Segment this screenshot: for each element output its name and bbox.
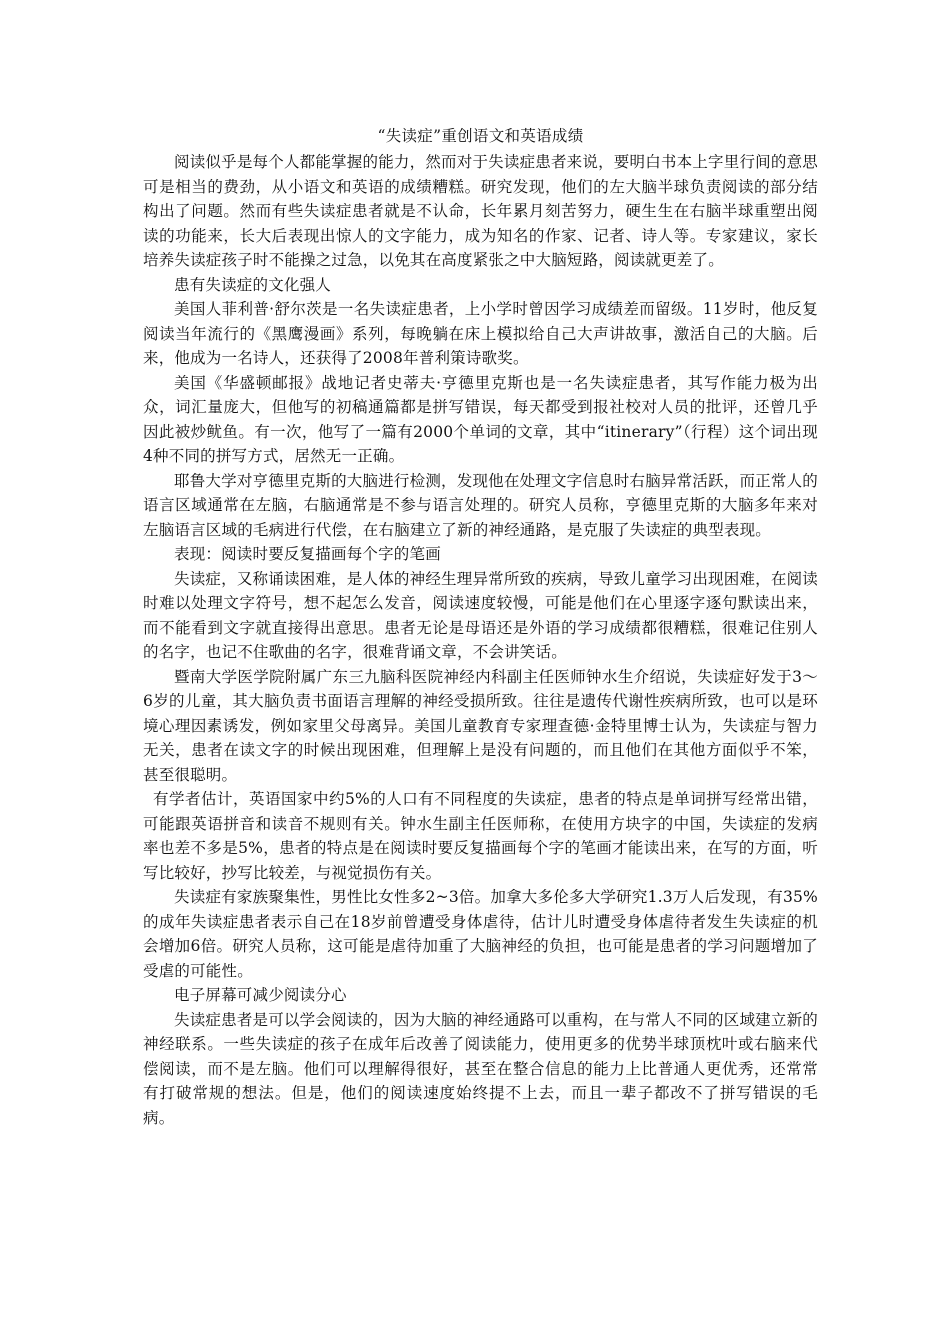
paragraph-definition: 失读症，又称诵读困难，是人体的神经生理异常所致的疾病，导致儿童学习出现困难，在阅读时难以处理文字符号，想不起怎么发音，阅读速度较慢，可能是他们在心里逐字逐句默读出来，而不能看到文字就直接得出意思。患者无论是母语还是外语的学习成绩都很糟糕，很难记住别人的名字，也记不住歌曲的名字，很难背诵文章，不会讲笑话。 — [143, 569, 818, 661]
paragraph-prevalence: 有学者估计，英语国家中约5%的人口有不同程度的失读症，患者的特点是单词拼写经常出错，可能跟英语拼音和读音不规则有关。钟水生副主任医师称，在使用方块字的中国，失读症的发病率也差不多是5%，患者的特点是在阅读时要反复描画每个字的笔画才能读出来，在写的方面，听写比较好，抄写比较差，与视觉损伤有关。 — [143, 790, 818, 882]
section-heading-cultural-figures: 患有失读症的文化强人 — [174, 275, 332, 294]
document-page — [143, 124, 818, 1130]
paragraph-intro: 阅读似乎是每个人都能掌握的能力，然而对于失读症患者来说，要明白书本上字里行间的意思可是相当的费劲，从小语文和英语的成绩糟糕。研究发现，他们的左大脑半球负责阅读的部分结构出了问题。然而有些失读症患者就是不认命，长年累月刻苦努力，硬生生在右脑半球重塑出阅读的功能来，长大后表现出惊人的文字能力，成为知名的作家、记者、诗人等。专家建议，家长培养失读症孩子时不能操之过急，以免其在高度紧张之中大脑短路，阅读就更差了。 — [143, 153, 818, 269]
paragraph-doctor-intro: 暨南大学医学院附属广东三九脑科医院神经内科副主任医师钟水生介绍说，失读症好发于3～6岁的儿童，其大脑负责书面语言理解的神经受损所致。往往是遗传代谢性疾病所致，也可以是环境心理因素诱发，例如家里父母离异。美国儿童教育专家理查德·金特里博士认为，失读症与智力无关，患者在读文字的时候出现困难，但理解上是没有问题的，而且他们在其他方面似乎不笨，甚至很聪明。 — [143, 667, 818, 784]
paragraph-yale-study: 耶鲁大学对亨德里克斯的大脑进行检测，发现他在处理文字信息时右脑异常活跃，而正常人的语言区域通常在左脑，右脑通常是不参与语言处理的。研究人员称，亨德里克斯的大脑多年来对左脑语言区域的毛病进行代偿，在右脑建立了新的神经通路，是克服了失读症的典型表现。 — [143, 471, 818, 539]
paragraph-schultz: 美国人菲利普·舒尔茨是一名失读症患者，上小学时曾因学习成绩差而留级。11岁时，他反复阅读当年流行的《黑鹰漫画》系列，每晚躺在床上模拟给自己大声讲故事，激活自己的大脑。后来，他成为一名诗人，还获得了2008年普利策诗歌奖。 — [143, 300, 818, 367]
paragraph-family-clustering: 失读症有家族聚集性，男性比女性多2~3倍。加拿大多伦多大学研究1.3万人后发现，有35%的成年失读症患者表示自己在18岁前曾遭受身体虐待，估计儿时遭受身体虐待者发生失读症的机会增加6倍。研究人员称，这可能是虐待加重了大脑神经的负担，也可能是患者的学习问题增加了受虐的可能性。 — [143, 888, 818, 980]
paragraph-rewiring: 失读症患者是可以学会阅读的，因为大脑的神经通路可以重构，在与常人不同的区域建立新的神经联系。一些失读症的孩子在成年后改善了阅读能力，使用更多的优势半球顶枕叶或右脑来代偿阅读，而不是左脑。他们可以理解得很好，甚至在整合信息的能力上比普通人更优秀，还常常有打破常规的想法。但是，他们的阅读速度始终提不上去，而且一辈子都改不了拼写错误的毛病。 — [143, 1010, 818, 1127]
section-heading-screens: 电子屏幕可减少阅读分心 — [174, 986, 347, 1004]
paragraph-hendricks: 美国《华盛顿邮报》战地记者史蒂夫·亨德里克斯也是一名失读症患者，其写作能力极为出众，词汇量庞大，但他写的初稿通篇都是拼写错误，每天都受到报社校对人员的批评，还曾几乎因此被炒鱿鱼。有一次，他写了一篇有2000个单词的文章，其中“itinerary”（行程）这个词出现4种不同的拼写方式，居然无一正确。 — [143, 373, 818, 465]
section-heading-symptoms: 表现：阅读时要反复描画每个字的笔画 — [174, 545, 441, 563]
document-title: “失读症”重创语文和英语成绩 — [377, 127, 584, 145]
